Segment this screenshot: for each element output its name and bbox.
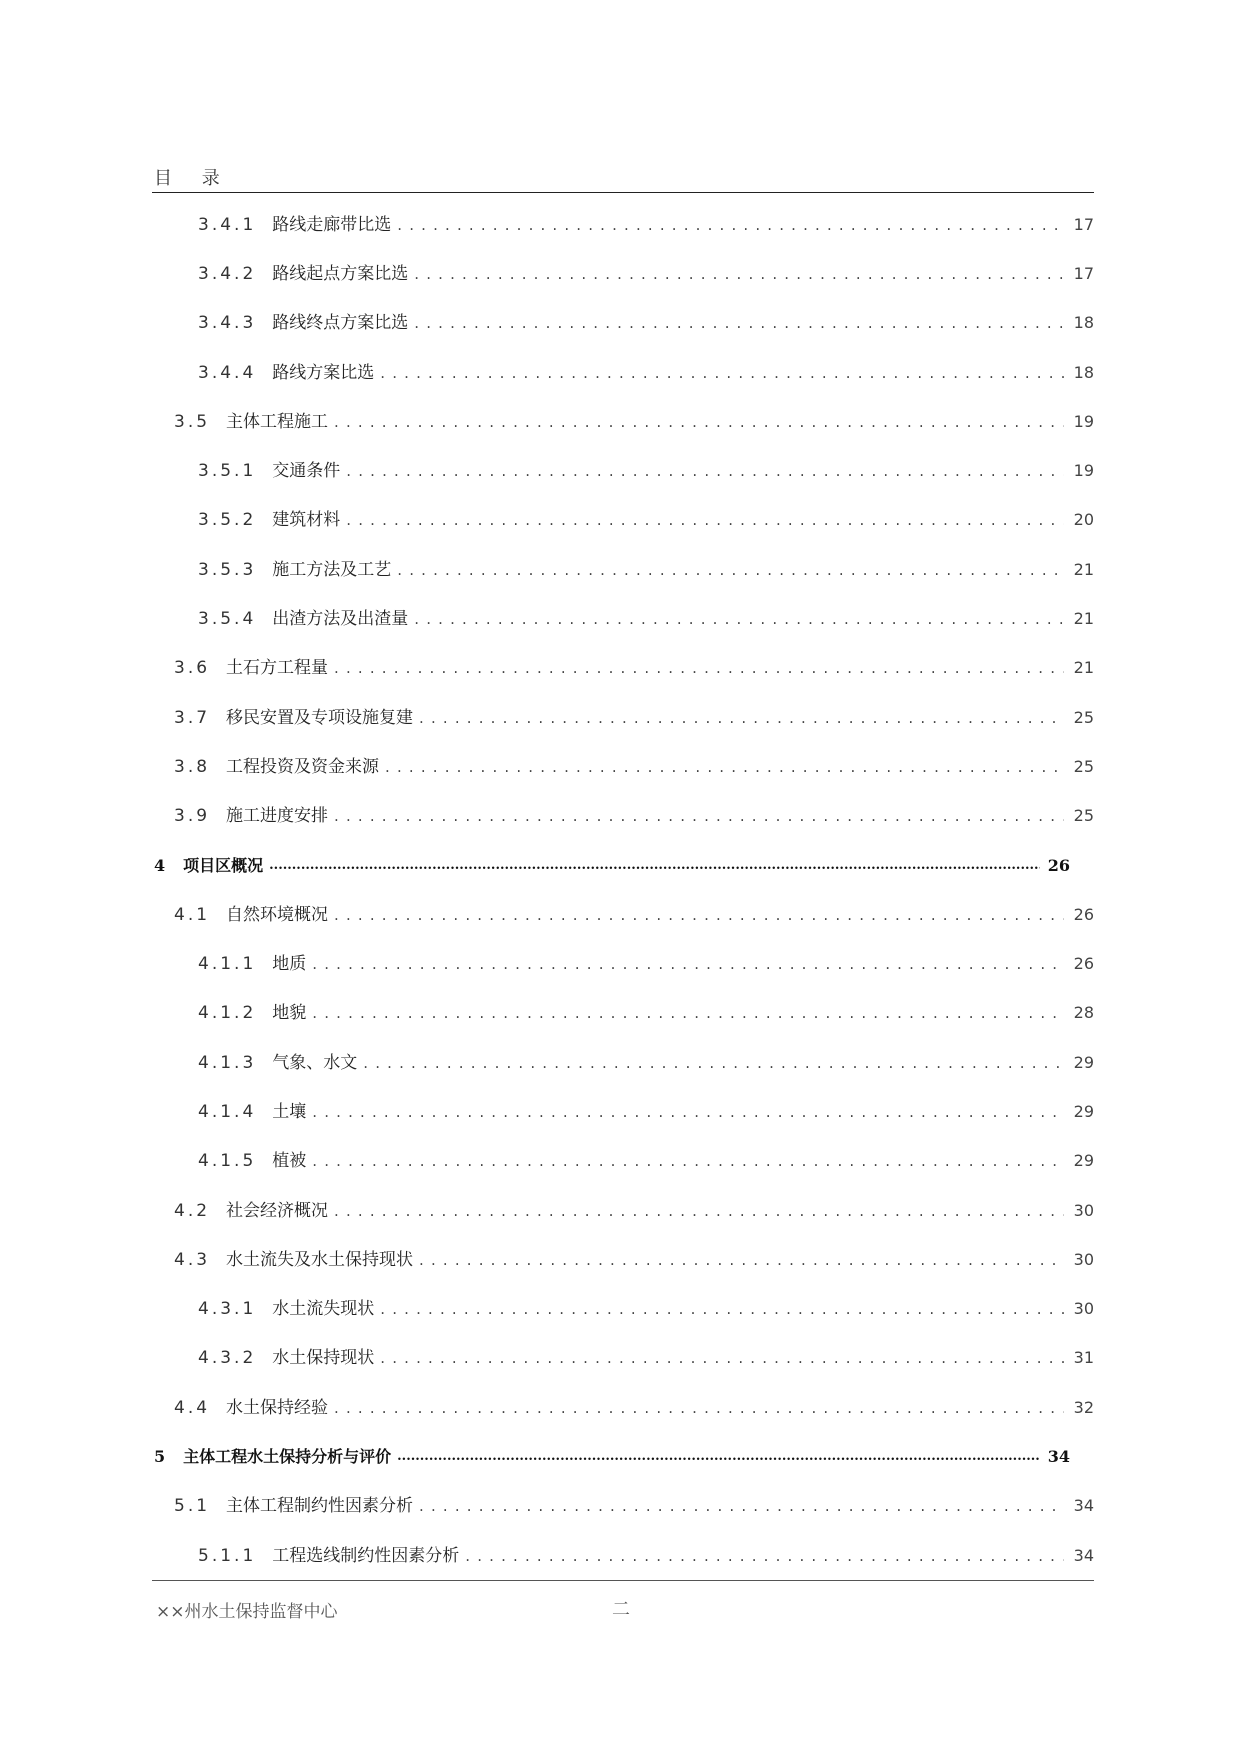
toc-entry-number: 3.9 [174,806,211,827]
toc-entry-title: 工程选线制约性因素分析 [272,1545,460,1566]
toc-entry-page-number: 29 [1073,1052,1094,1072]
toc-entry-page-number: 34 [1047,1447,1070,1467]
toc-dot-leader [414,312,1064,334]
toc-entry-number: 5 [154,1447,166,1467]
toc-entry-title: 施工方法及工艺 [272,559,392,580]
toc-entry-number: 3.4.2 [198,263,257,284]
toc-entry[interactable] [152,1482,1094,1531]
toc-entry-number: 3.8 [174,756,211,777]
toc-entry-page-number: 32 [1073,1397,1094,1417]
toc-entry[interactable] [152,446,1094,495]
toc-entry[interactable] [152,1432,1094,1481]
toc-entry[interactable] [152,1038,1094,1087]
toc-entry-page-number: 20 [1073,510,1094,530]
toc-entry-number: 4.1.1 [198,954,257,975]
toc-entry[interactable] [152,1235,1094,1284]
toc-entry-page-number: 31 [1073,1348,1094,1368]
footer-organization: ××州水土保持监督中心 [156,1602,338,1622]
toc-entry-page-number: 34 [1073,1496,1094,1516]
toc-entry-number: 5.1 [174,1496,211,1517]
toc-entry-title: 地貌 [272,1003,307,1024]
toc-dot-leader [414,263,1064,285]
toc-dot-leader [397,214,1064,236]
toc-dot-leader [419,707,1064,729]
toc-entry-title: 地质 [272,954,307,975]
toc-entry-page-number: 21 [1073,609,1094,629]
toc-dot-leader [334,411,1064,433]
toc-entry-page-number: 26 [1073,954,1094,974]
toc-entry-page-number: 34 [1073,1545,1094,1565]
toc-entry-number: 3.6 [174,658,211,679]
toc-dot-leader [312,953,1064,975]
toc-entry-page-number: 18 [1073,362,1094,382]
toc-entry-title: 水土保持现状 [272,1348,375,1369]
toc-entry[interactable] [152,1087,1094,1136]
toc-dot-leader [346,509,1064,531]
toc-entry[interactable] [152,348,1094,397]
toc-dot-leader [334,1200,1064,1222]
toc-entry-title: 水土流失现状 [272,1299,375,1320]
toc-entry-page-number: 28 [1073,1003,1094,1023]
toc-entry[interactable] [152,249,1094,298]
toc-entry[interactable] [152,1383,1094,1432]
page-header [152,164,1094,193]
toc-entry-number: 4.4 [174,1397,211,1418]
toc-dot-leader [334,657,1064,679]
toc-entry-title: 自然环境概况 [226,904,329,925]
toc-entry[interactable] [152,1186,1094,1235]
toc-entry-number: 4.1.5 [198,1151,257,1172]
toc-entry-number: 4.3.1 [198,1299,257,1320]
toc-dot-leader [312,1101,1064,1123]
toc-entry[interactable] [152,890,1094,939]
toc-dot-leader [419,1249,1064,1271]
toc-entry-number: 3.5 [174,411,211,432]
toc-entry-number: 4.2 [174,1200,211,1221]
toc-dot-leader [380,362,1064,384]
toc-entry-title: 路线起点方案比选 [272,263,409,284]
toc-entry[interactable] [152,1137,1094,1186]
toc-entry-number: 3.4.1 [198,214,257,235]
toc-entry-title: 水土保持经验 [226,1397,329,1418]
toc-entry-page-number: 19 [1073,411,1094,431]
toc-entry[interactable] [152,397,1094,446]
toc-entry[interactable] [152,989,1094,1038]
toc-dot-leader [414,608,1064,630]
toc-entry-title: 土石方工程量 [226,658,329,679]
toc-entry-title: 社会经济概况 [226,1200,329,1221]
toc-dot-leader [465,1545,1064,1567]
toc-entry-page-number: 29 [1073,1151,1094,1171]
page-footer [152,1580,1094,1621]
toc-entry-title: 项目区概况 [183,855,264,875]
toc-entry-title: 路线方案比选 [272,362,375,383]
toc-entry-number: 3.5.1 [198,461,257,482]
toc-dot-leader [397,559,1064,581]
toc-entry[interactable] [152,1531,1094,1580]
toc-dot-leader [346,460,1064,482]
toc-entry-page-number: 26 [1047,855,1070,875]
toc-dot-leader [380,1347,1064,1369]
toc-entry-number: 4.1.4 [198,1101,257,1122]
toc-entry-number: 3.4.3 [198,313,257,334]
toc-entry-number: 3.5.2 [198,510,257,531]
page-title: 目 录 [154,168,232,189]
toc-entry-number: 3.5.3 [198,559,257,580]
toc-entry-title: 交通条件 [272,461,341,482]
toc-dot-leader [312,1150,1064,1172]
footer-page-number: 二 [612,1599,630,1620]
toc-entry[interactable] [152,939,1094,988]
toc-entry-title: 主体工程施工 [226,411,329,432]
toc-entry[interactable] [152,496,1094,545]
toc-entry-page-number: 29 [1073,1101,1094,1121]
toc-entry-page-number: 30 [1073,1299,1094,1319]
toc-entry-title: 出渣方法及出渣量 [272,609,409,630]
toc-entry-number: 3.7 [174,707,211,728]
table-of-contents [152,200,1094,1580]
toc-dot-leader [385,756,1064,778]
toc-dot-leader [334,904,1064,926]
toc-entry-title: 主体工程制约性因素分析 [226,1496,414,1517]
toc-entry-number: 5.1.1 [198,1545,257,1566]
toc-entry-title: 植被 [272,1151,307,1172]
toc-dot-leader [269,855,1040,877]
toc-entry-title: 路线终点方案比选 [272,313,409,334]
toc-entry[interactable] [152,594,1094,643]
toc-entry-page-number: 25 [1073,756,1094,776]
toc-entry-title: 移民安置及专项设施复建 [226,707,414,728]
toc-entry[interactable] [152,545,1094,594]
toc-entry-number: 4.3.2 [198,1348,257,1369]
toc-entry-title: 路线走廊带比选 [272,214,392,235]
toc-dot-leader [380,1298,1064,1320]
toc-entry[interactable] [152,299,1094,348]
toc-entry-page-number: 25 [1073,707,1094,727]
toc-entry-page-number: 26 [1073,904,1094,924]
toc-entry[interactable] [152,742,1094,791]
toc-dot-leader [334,805,1064,827]
toc-entry[interactable] [152,1285,1094,1334]
toc-entry-title: 施工进度安排 [226,806,329,827]
toc-entry-page-number: 30 [1073,1249,1094,1269]
toc-entry[interactable] [152,841,1094,890]
toc-entry-page-number: 17 [1073,263,1094,283]
toc-entry-number: 4.1 [174,904,211,925]
toc-entry-page-number: 21 [1073,658,1094,678]
toc-entry[interactable] [152,693,1094,742]
toc-entry-title: 主体工程水土保持分析与评价 [183,1447,392,1467]
toc-entry-title: 土壤 [272,1101,307,1122]
toc-entry-page-number: 30 [1073,1200,1094,1220]
toc-dot-leader [397,1446,1040,1468]
toc-entry-page-number: 25 [1073,806,1094,826]
toc-entry-number: 4.1.2 [198,1003,257,1024]
toc-entry-number: 3.5.4 [198,609,257,630]
toc-entry-page-number: 18 [1073,313,1094,333]
toc-dot-leader [363,1052,1064,1074]
toc-entry-title: 水土流失及水土保持现状 [226,1249,414,1270]
toc-entry-page-number: 17 [1073,214,1094,234]
toc-entry-number: 3.4.4 [198,362,257,383]
toc-entry-page-number: 21 [1073,559,1094,579]
toc-dot-leader [334,1397,1064,1419]
toc-dot-leader [419,1495,1064,1517]
toc-entry-number: 4 [154,855,166,875]
toc-entry[interactable] [152,644,1094,693]
toc-entry-number: 4.3 [174,1249,211,1270]
toc-entry[interactable] [152,792,1094,841]
toc-dot-leader [312,1002,1064,1024]
toc-entry[interactable] [152,200,1094,249]
toc-entry-title: 工程投资及资金来源 [226,756,380,777]
toc-entry-title: 气象、水文 [272,1052,358,1073]
toc-entry-title: 建筑材料 [272,510,341,531]
toc-entry-number: 4.1.3 [198,1052,257,1073]
toc-entry-page-number: 19 [1073,461,1094,481]
toc-entry[interactable] [152,1334,1094,1383]
